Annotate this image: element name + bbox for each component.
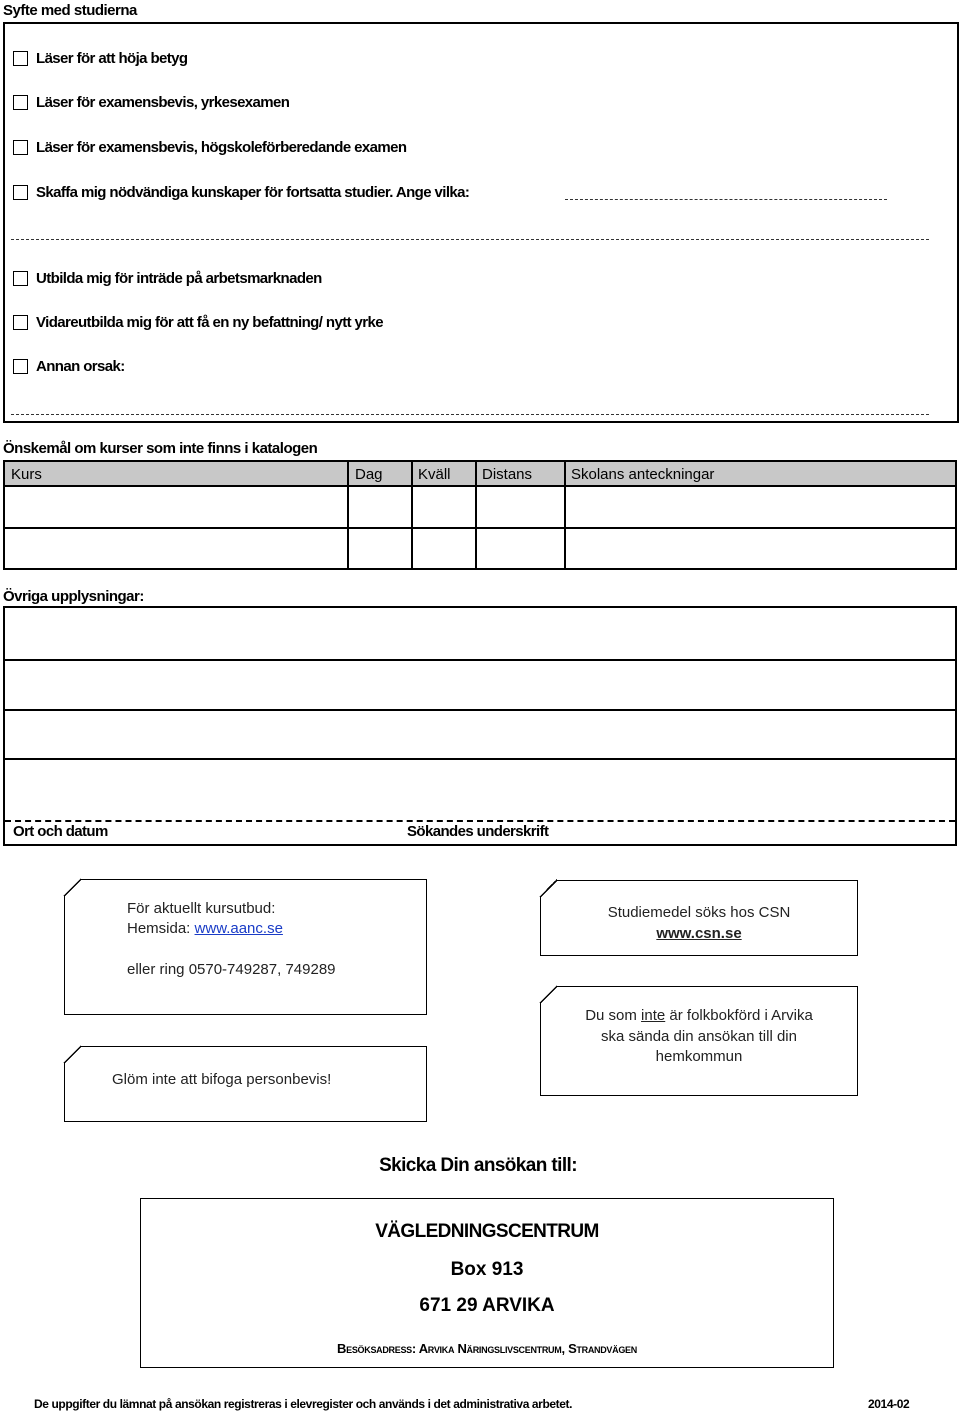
recipient-name: VÄGLEDNINGSCENTRUM xyxy=(375,1221,599,1242)
checkbox[interactable] xyxy=(13,140,28,155)
checkbox[interactable] xyxy=(13,51,28,66)
option-labour-market[interactable] xyxy=(13,270,322,287)
purpose-box xyxy=(3,22,959,423)
option-other-reason[interactable] xyxy=(13,358,125,375)
option-label: Utbilda mig för inträde på arbetsmarknaden xyxy=(36,270,322,287)
other-info-title: Övriga upplysningar: xyxy=(3,588,144,605)
phone-line: eller ring 0570-749287, 749289 xyxy=(127,961,336,978)
checkbox[interactable] xyxy=(13,271,28,286)
column-header-school-notes: Skolans anteckningar xyxy=(571,466,715,483)
signature-line[interactable] xyxy=(5,820,955,822)
column-header-evening: Kväll xyxy=(418,466,451,483)
other-info-line-3[interactable] xyxy=(5,710,955,758)
signature-label: Sökandes underskrift xyxy=(407,823,549,840)
visiting-address: Besöksadress: Arvika Näringslivscentrum, Strandvägen xyxy=(337,1341,637,1356)
other-info-box xyxy=(3,606,957,846)
website-prefix: Hemsida: xyxy=(127,920,191,937)
option-label: Skaffa mig nödvändiga kunskaper för fortsatta studier. Ange vilka: xyxy=(36,184,470,201)
residency-line-2: ska sända din ansökan till din xyxy=(601,1028,797,1045)
option-label: Läser för examensbevis, yrkesexamen xyxy=(36,94,290,111)
checkbox[interactable] xyxy=(13,95,28,110)
course-info-note xyxy=(64,879,427,1015)
column-header-course: Kurs xyxy=(11,466,42,483)
option-raise-grades[interactable] xyxy=(13,50,187,67)
option-university-prep-exam[interactable] xyxy=(13,139,406,156)
option-label: Läser för examensbevis, högskoleförberedande examen xyxy=(36,139,407,156)
option-vocational-exam[interactable] xyxy=(13,94,289,111)
csn-note xyxy=(540,880,858,956)
checkbox[interactable] xyxy=(13,185,28,200)
emphasis-not: inte xyxy=(641,1007,666,1024)
website-line xyxy=(127,920,283,937)
further-studies-write-line-2[interactable] xyxy=(11,239,929,240)
address-box xyxy=(140,1198,834,1368)
residency-line-3: hemkommun xyxy=(655,1048,743,1065)
other-info-line-1[interactable] xyxy=(5,608,955,658)
checkbox[interactable] xyxy=(13,359,28,374)
course-cell-row1[interactable] xyxy=(5,487,345,527)
place-date-label: Ort och datum xyxy=(13,823,108,840)
recipient-postal: 671 29 ARVIKA xyxy=(419,1295,555,1316)
further-studies-write-line[interactable] xyxy=(565,199,887,200)
checkbox[interactable] xyxy=(13,315,28,330)
column-header-distance: Distans xyxy=(482,466,533,483)
column-header-day: Dag xyxy=(355,466,383,483)
page-fold-icon xyxy=(539,985,557,1003)
recipient-box: Box 913 xyxy=(450,1259,524,1280)
option-further-studies[interactable] xyxy=(13,184,469,201)
csn-text: Studiemedel söks hos CSN xyxy=(607,904,791,921)
send-title: Skicka Din ansökan till: xyxy=(379,1155,577,1176)
course-cell-row2[interactable] xyxy=(5,529,345,569)
footer-version: 2014-02 xyxy=(868,1397,910,1411)
residency-note xyxy=(540,986,858,1096)
footer-disclaimer: De uppgifter du lämnat på ansökan registreras i elevregister och används i det administrativa arbetet. xyxy=(34,1397,573,1411)
course-info-heading: För aktuellt kursutbud: xyxy=(127,900,276,917)
reminder-text: Glöm inte att bifoga personbevis! xyxy=(112,1071,332,1088)
option-label: Annan orsak: xyxy=(36,358,125,375)
page-fold-icon xyxy=(63,878,81,896)
website-link[interactable]: www.aanc.se xyxy=(194,920,283,937)
reminder-note xyxy=(64,1046,427,1122)
table-header xyxy=(5,462,955,487)
courses-title: Önskemål om kurser som inte finns i katalogen xyxy=(3,440,318,457)
residency-line-1: Du som inte är folkbokförd i Arvika xyxy=(585,1007,813,1024)
course-request-table xyxy=(3,460,957,570)
page-fold-icon xyxy=(539,879,557,897)
option-label: Läser för att höja betyg xyxy=(36,50,188,67)
purpose-title: Syfte med studierna xyxy=(3,2,137,19)
csn-link[interactable]: www.csn.se xyxy=(656,925,742,942)
page-fold-icon xyxy=(63,1045,81,1063)
option-label: Vidareutbilda mig för att få en ny befattning/ nytt yrke xyxy=(36,314,384,331)
other-info-line-2[interactable] xyxy=(5,660,955,709)
other-reason-write-line[interactable] xyxy=(11,414,929,415)
option-new-profession[interactable] xyxy=(13,314,383,331)
